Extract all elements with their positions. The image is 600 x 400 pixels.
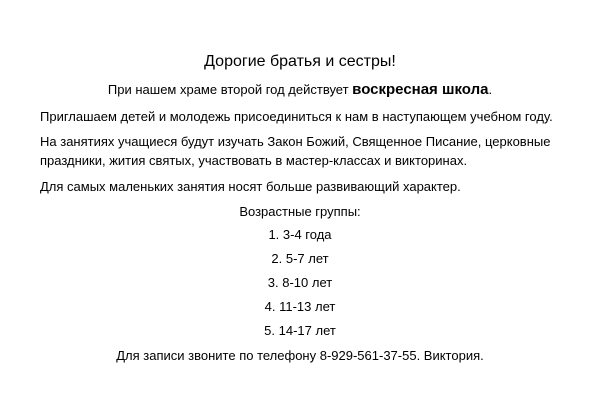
intro-highlight: воскресная школа — [352, 81, 489, 98]
subjects-text-line-2: праздники, жития святых, участвовать в мастер-классах и викторинах. — [40, 153, 468, 168]
contact-line: Для записи звоните по телефону 8-929-561-37-55. Виктория. — [116, 348, 484, 363]
age-group-item: 5. 14-17 лет — [264, 323, 336, 338]
subjects-text-line-1: На занятиях учащиеся будут изучать Закон Божий, Священное Писание, церковные — [40, 134, 551, 149]
invitation-text: Приглашаем детей и молодежь присоединиться к нам в наступающем учебном году. — [40, 109, 553, 124]
youngest-note: Для самых маленьких занятия носят больше развивающий характер. — [40, 179, 461, 194]
greeting-heading: Дорогие братья и сестры! — [204, 53, 396, 70]
intro-after: . — [488, 82, 493, 97]
age-group-item: 3. 8-10 лет — [267, 275, 333, 290]
intro-line — [0, 82, 600, 98]
age-group-item: 4. 11-13 лет — [264, 299, 336, 314]
age-group-item: 1. 3-4 года — [268, 227, 332, 242]
intro-before: При нашем храме второй год действует — [107, 82, 353, 97]
age-group-item: 2. 5-7 лет — [271, 251, 329, 266]
age-groups-title: Возрастные группы: — [239, 204, 361, 219]
